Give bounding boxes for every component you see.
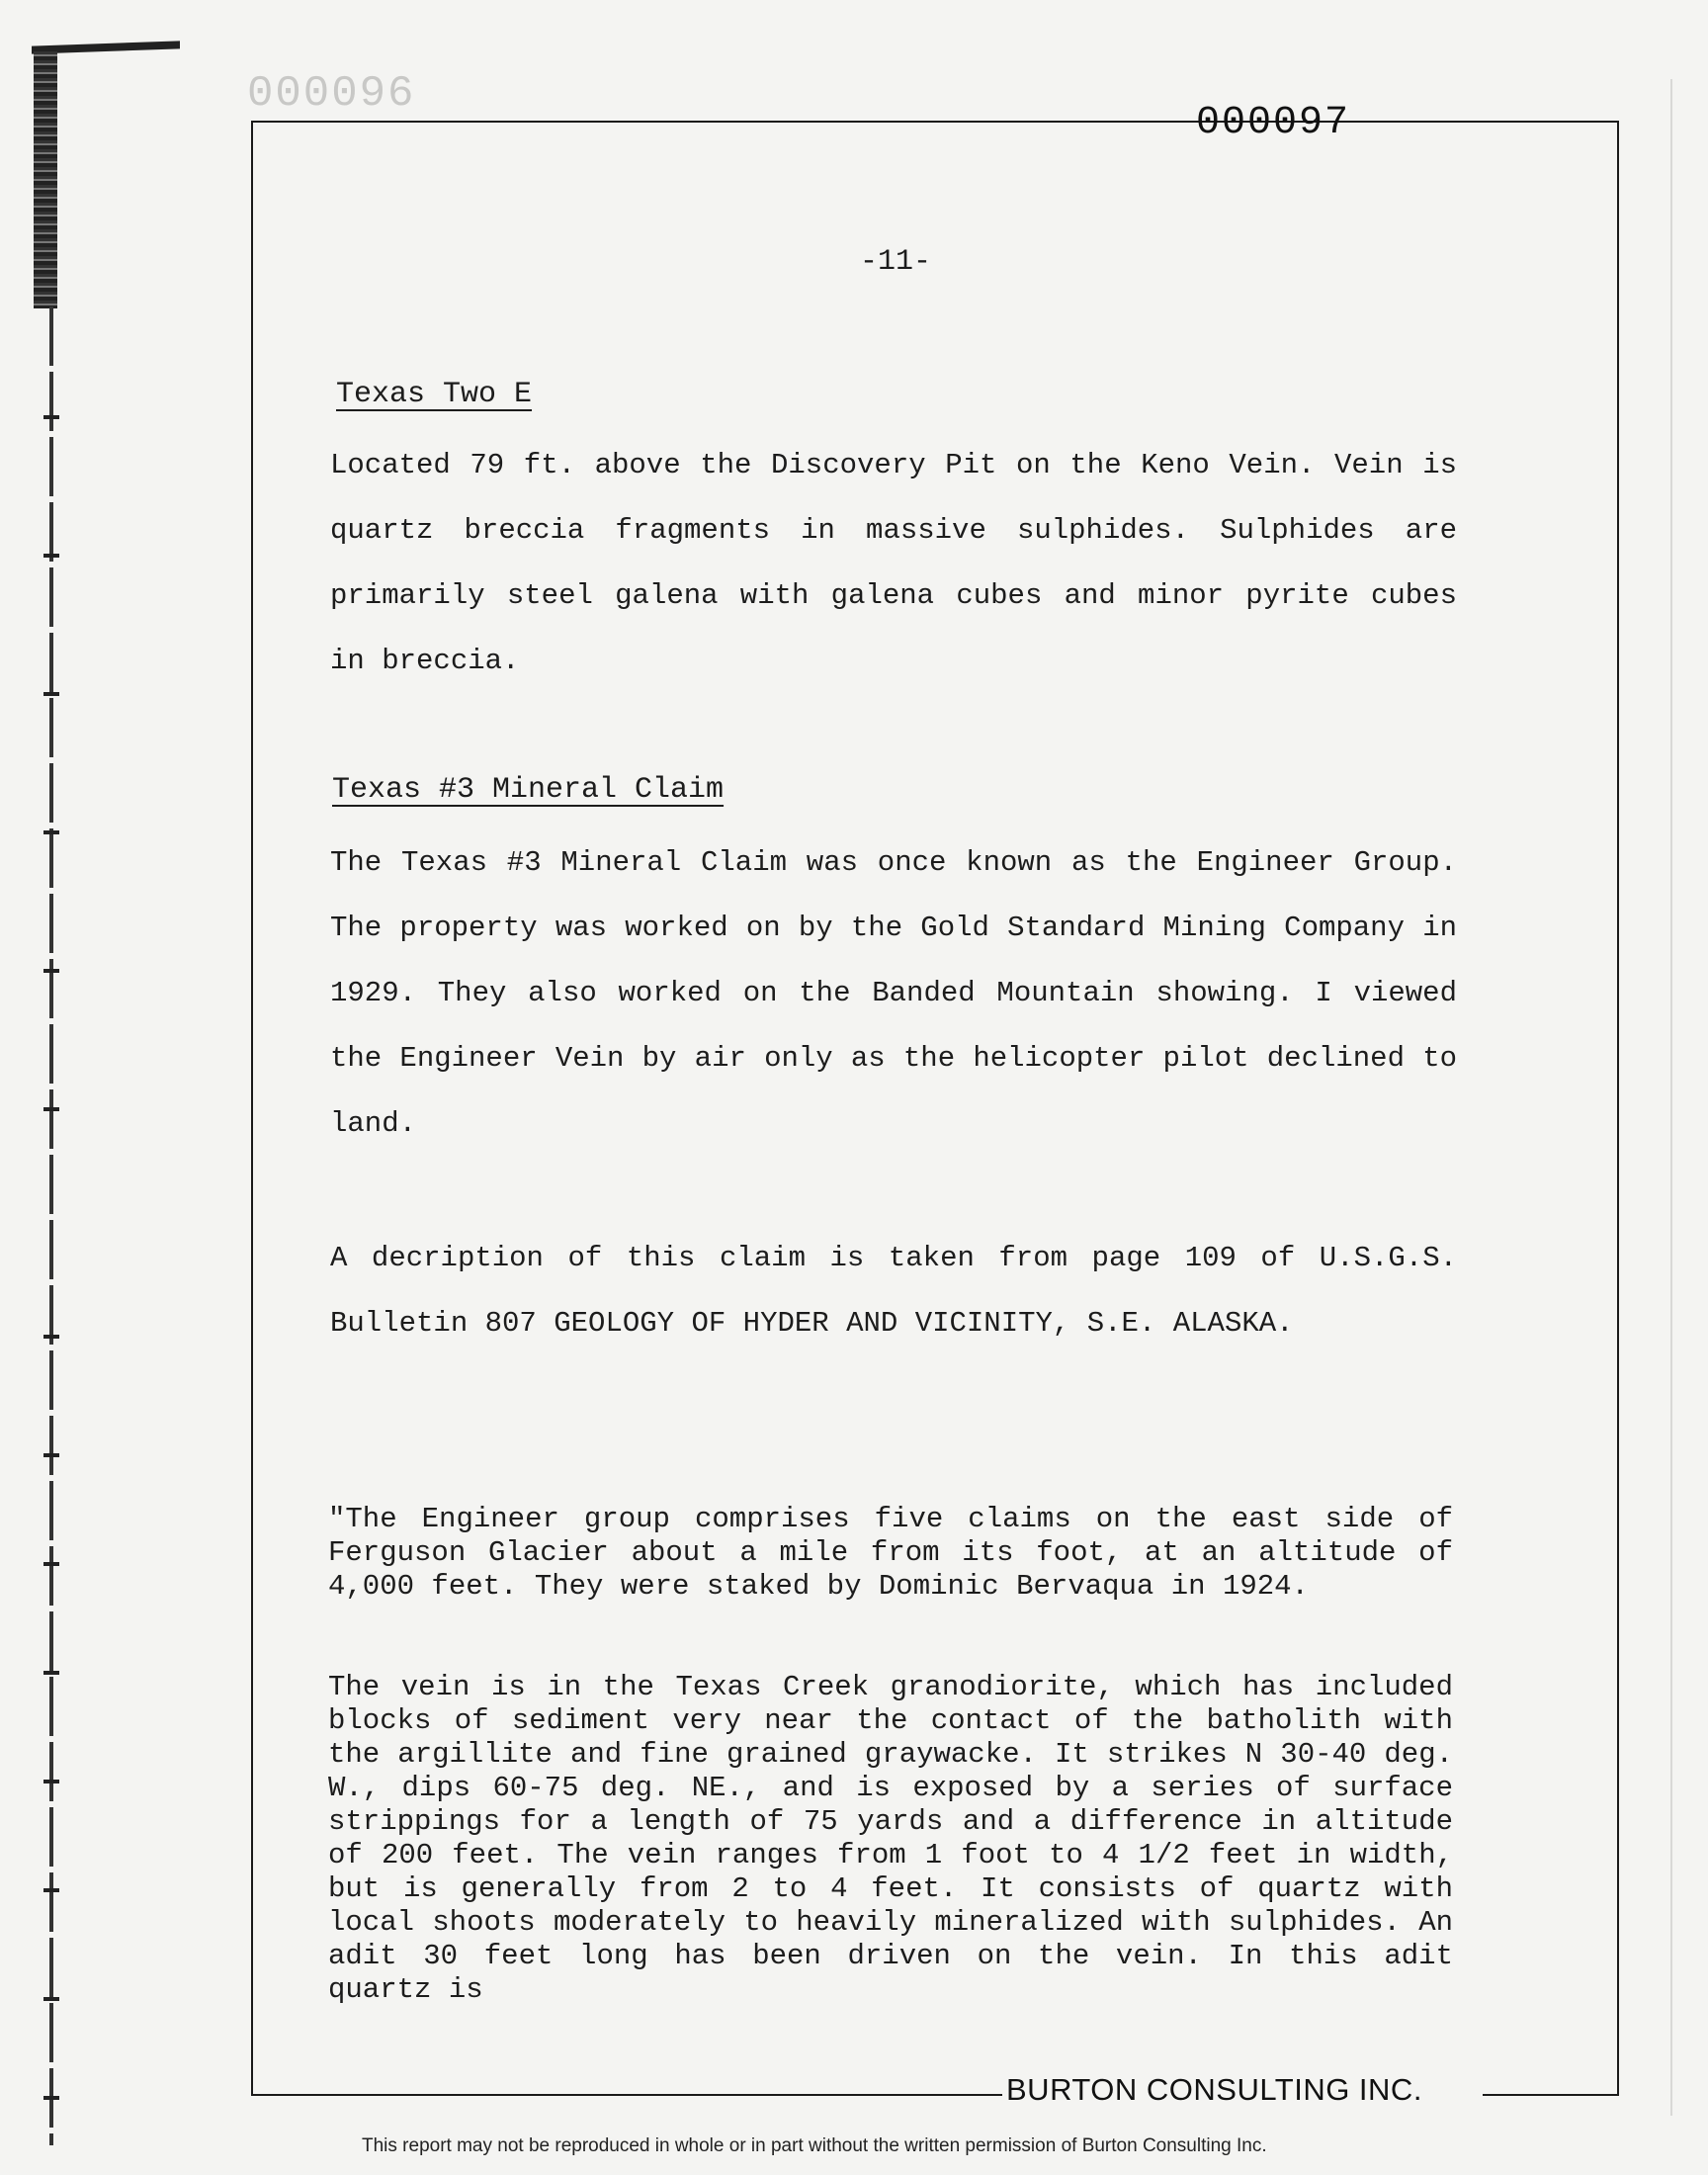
company-name: BURTON CONSULTING INC. xyxy=(1006,2072,1422,2107)
binding-tick xyxy=(43,1997,59,2001)
frame-bottom-rule xyxy=(251,2094,1002,2096)
binding-tick xyxy=(43,1335,59,1339)
binding-tick xyxy=(43,1888,59,1892)
page-edge-shadow xyxy=(1670,79,1672,2116)
frame-bottom-rule xyxy=(1483,2094,1619,2096)
page-number: -11- xyxy=(860,245,932,279)
section-heading-texas-two-e: Texas Two E xyxy=(336,378,533,411)
bleed-through-number: 000096 xyxy=(247,69,416,119)
binding-tick xyxy=(43,1453,59,1457)
binding-tick xyxy=(43,1671,59,1675)
binding-tick xyxy=(43,1562,59,1566)
section-heading-texas-3: Texas #3 Mineral Claim xyxy=(332,773,725,807)
section-paragraph: A decription of this claim is taken from page 109 of U.S.G.S. Bulletin 807 GEOLOGY OF HYDER AND VICINITY, S.E. ALASKA. xyxy=(330,1242,1457,1340)
binding-tick xyxy=(43,554,59,558)
binding-tick xyxy=(43,1107,59,1111)
binding-tick xyxy=(43,1780,59,1784)
section-paragraph: The Texas #3 Mineral Claim was once known as the Engineer Group. The property was worked on by the Gold Standard Mining Company in 1929. They also worked on the Banded Mountain showing. I viewed the Engineer Vein by air only as the helicopter pilot declined to land. xyxy=(330,846,1457,1140)
binding-dark-strip xyxy=(34,51,57,308)
binding-tick xyxy=(43,969,59,973)
section-paragraph: Located 79 ft. above the Discovery Pit on the Keno Vein. Vein is quartz breccia fragments in massive sulphides. Sulphides are primarily steel galena with galena cubes and minor pyrite cubes in breccia. xyxy=(330,449,1457,677)
copyright-notice: This report may not be reproduced in whole or in part without the written permission of Burton Consulting Inc. xyxy=(362,2135,1267,2156)
binding-line xyxy=(49,306,53,2145)
binding-tick xyxy=(43,692,59,696)
quoted-paragraph: "The Engineer group comprises five claims on the east side of Ferguson Glacier about a mile from its foot, at an altitude of 4,000 feet. They were staked by Dominic Bervaqua in 1924. xyxy=(328,1503,1453,1603)
page-id-number: 000097 xyxy=(1196,101,1351,145)
binding-tick xyxy=(43,830,59,834)
quoted-paragraph: The vein is in the Texas Creek granodiorite, which has included blocks of sediment very near the contact of the batholith with the argillite and fine grained graywacke. It strikes N 30-40 deg. W., dips 60-75 deg. NE., and is exposed by a series of surface strippings for a length of 75 yards and a difference in altitude of 200 feet. The vein ranges from 1 foot to 4 1/2 feet in width, but is generally from 2 to 4 feet. It consists of quartz with local shoots moderately to heavily mineralized with sulphides. An adit 30 feet long has been driven on the vein. In this adit quartz is xyxy=(328,1671,1453,2006)
binding-tick xyxy=(43,415,59,419)
binding-tick xyxy=(43,2096,59,2100)
